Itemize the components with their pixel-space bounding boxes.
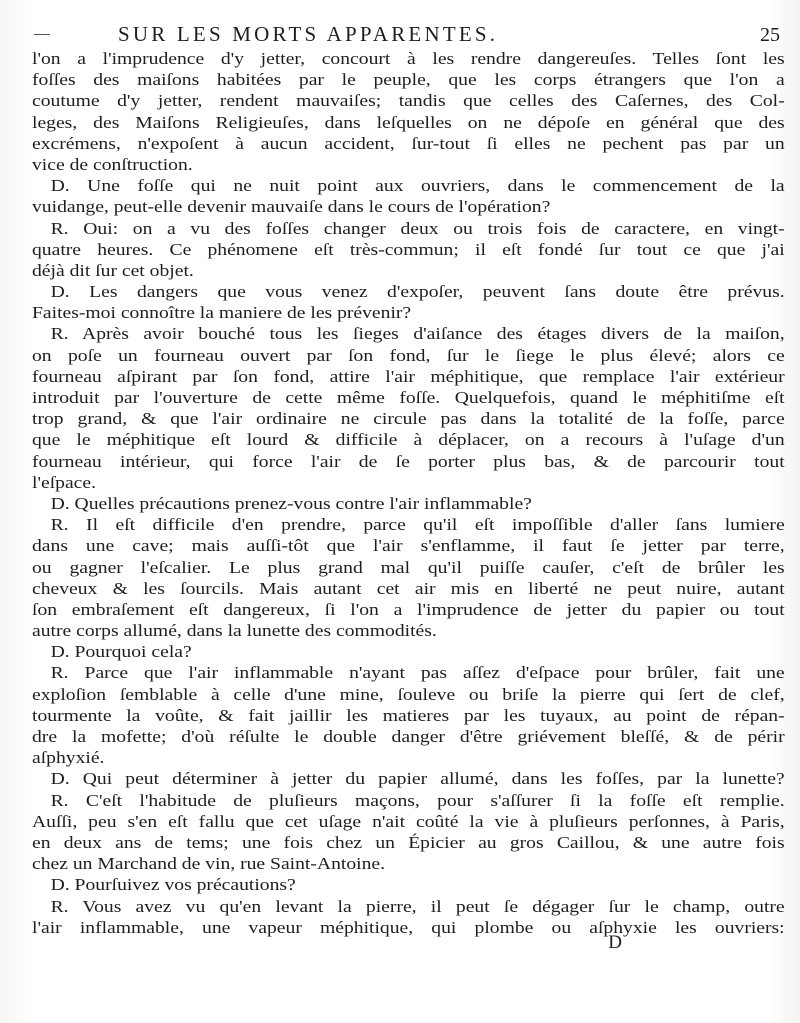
text-line: l'eſpace. xyxy=(32,472,96,492)
text-line: exploſion ſemblable à celle d'une mine, ſouleve ou briſe la pierre qui ſert de clef, xyxy=(32,684,785,704)
running-header xyxy=(32,18,788,48)
text-line: déjà dit ſur cet objet. xyxy=(32,260,194,280)
text-line: R. Vous avez vu qu'en levant la pierre, il peut ſe dégager ſur le champ, outre xyxy=(50,896,785,916)
catchword: D xyxy=(608,932,622,953)
text-line: dans une cave; mais auſſi-tôt que l'air s'enflamme, il faut ſe jetter par terre, xyxy=(32,536,785,556)
text-line: Auſſi, peu s'en eſt fallu que cet uſage n'ait coûté la vie à pluſieurs perſonnes, à Paris, xyxy=(32,811,785,831)
text-line: Faites-moi connoître la maniere de les prévenir? xyxy=(32,303,412,323)
running-title: SUR LES MORTS APPARENTES. xyxy=(118,22,499,46)
text-line: vice de conſtruction. xyxy=(32,154,193,174)
text-line: D. Qui peut déterminer à jetter du papier allumé, dans les foſſes, par la lunette? xyxy=(50,769,785,789)
text-line: D. Pourſuivez vos précautions? xyxy=(50,875,296,895)
text-line: chez un Marchand de vin, rue Saint-Antoine. xyxy=(32,854,386,874)
text-line: R. Après avoir bouché tous les ſieges d'aiſance des étages divers de la maiſon, xyxy=(50,324,785,344)
text-line: D. Pourquoi cela? xyxy=(50,642,192,662)
page-number: 25 xyxy=(760,24,780,46)
text-line: tourmente la voûte, & fait jaillir les matieres par les tuyaux, au point de répan- xyxy=(32,705,785,725)
text-line: foſſes des maiſons habitées par le peuple, que les corps étrangers que l'on a xyxy=(32,70,785,90)
text-line: autre corps allumé, dans la lunette des commodités. xyxy=(32,621,437,641)
text-line: R. Parce que l'air inflammable n'ayant pas aſſez d'eſpace pour brûler, fait une xyxy=(50,663,785,683)
text-line: aſphyxié. xyxy=(32,748,105,768)
text-line: quatre heures. Ce phénomene eſt très-commun; il eſt fondé ſur tout ce que j'ai xyxy=(32,239,785,259)
text-line: coutume d'y jetter, rendent mauvaiſes; tandis que celles des Caſernes, des Col- xyxy=(32,91,785,111)
header-dash xyxy=(34,34,50,35)
text-line: en deux ans de tems; une fois chez un Épicier au gros Caillou, & une autre fois xyxy=(32,832,785,852)
text-line: D. Une foſſe qui ne nuit point aux ouvriers, dans le commencement de la xyxy=(50,176,785,196)
text-line: dre la mofette; d'où réſulte le double danger d'être griévement bleſſé, & de périr xyxy=(32,727,785,746)
text-line: ou gagner l'eſcalier. Le plus grand mal qu'il puiſſe cauſer, c'eſt de brûler les xyxy=(32,557,785,577)
text-line: vuidange, peut-elle devenir mauvaiſe dans le cours de l'opération? xyxy=(32,197,551,217)
text-line: D. Quelles précautions prenez-vous contre l'air inflammable? xyxy=(50,493,532,513)
text-line: excrémens, n'expoſent à aucun accident, ſur-tout ſi elles ne pechent pas par un xyxy=(32,133,785,153)
text-line: fourneau aſpirant par ſon fond, attire l'air méphitique, que remplace l'air extérieur xyxy=(32,366,785,386)
body-text xyxy=(32,48,785,938)
text-line: on poſe un fourneau ouvert par ſon fond, ſur le ſiege le plus élevé; alors ce xyxy=(32,345,785,365)
text-line: fourneau intérieur, qui force l'air de ſe porter plus bas, & de parcourir tout xyxy=(32,451,785,471)
text-line: D. Les dangers que vous venez d'expoſer, peuvent ſans doute être prévus. xyxy=(50,282,785,302)
text-line: ſon embraſement eſt dangereux, ſi l'on a l'imprudence de jetter du papier ou tout xyxy=(32,599,785,619)
text-line: trop grand, & que l'air ordinaire ne circule pas dans la totalité de la foſſe, parce xyxy=(32,409,785,429)
text-line: R. Oui: on a vu des foſſes changer deux ou trois fois de caractere, en vingt- xyxy=(50,218,785,238)
text-line: introduit par l'ouverture de cette même foſſe. Quelquefois, quand le méphitiſme eſt xyxy=(32,388,785,407)
text-line: R. C'eſt l'habitude de pluſieurs maçons, pour s'aſſurer ſi la foſſe eſt remplie. xyxy=(50,790,785,810)
text-line: cheveux & les ſourcils. Mais autant cet air mis en liberté ne peut nuire, autant xyxy=(32,578,785,598)
text-line: R. Il eſt difficile d'en prendre, parce qu'il eſt impoſſible d'aller ſans lumiere xyxy=(50,515,785,535)
text-line: l'air inflammable, une vapeur méphitique, qui plombe ou aſphyxie les ouvriers: xyxy=(32,917,785,937)
text-line: l'on a l'imprudence d'y jetter, concourt à les rendre dangereuſes. Telles ſont les xyxy=(32,49,785,68)
text-line: leges, des Maiſons Religieuſes, dans leſquelles on ne dépoſe en général que des xyxy=(32,112,785,132)
text-line: que le méphitique eſt lourd & difficile à déplacer, on a recours à l'uſage d'un xyxy=(32,430,785,450)
